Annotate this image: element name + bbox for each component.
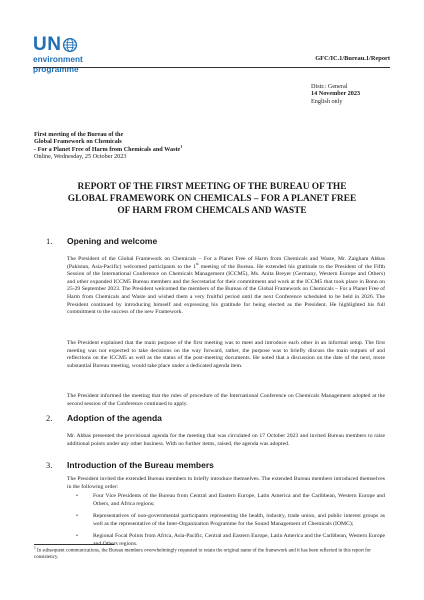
document-symbol: GFC/IC.1/Bureau.1/Report	[315, 55, 390, 62]
document-date: 14 November 2023	[311, 90, 361, 98]
list-item	[76, 533, 385, 548]
paragraph-3-1: The President invited the extended Bureau members to briefly introduce themselves. The extended Bureau members introduced themselves in the following order:	[67, 476, 385, 490]
list-item-text: Four Vice Presidents of the Bureau from Central and Eastern Europe, Latin America and the Caribbean, Western Europe and Others, and Africa regions;	[93, 493, 385, 507]
footnote-text: In subsequent communications, the Bureau members overwhelmingly requested to retain the original name of the framework and it has been reflected in this report for consistency.	[34, 548, 371, 561]
section-heading-1	[46, 236, 157, 246]
distribution-block	[311, 83, 360, 105]
logo-line-environment: environment	[33, 54, 83, 64]
list-item-text: Regional Focal Points from Africa, Asia-Pacific, Central and Eastern Europe, Latin America and the Caribbean, Western Europe and Others regions.	[93, 533, 385, 547]
bullet-icon: •	[76, 533, 78, 540]
list-item	[76, 493, 385, 508]
un-globe-icon	[62, 37, 78, 53]
footnote-divider	[34, 544, 114, 545]
section-number-2: 2.	[46, 413, 53, 423]
paragraph-1-1: The President of the Global Framework on Chemicals – For a Planet Free of Harm from Chemicals and Waste, Mr. Zaigham Abbas (Pakistan, Asia-Pacific) welcomed participants to the 1st meeting of the Bureau. He extended his gratitude to the President of the Fifth Session of the International Conference on Chemicals Management (ICCM5), Ms. Anita Breyer (Germany, Western Europe and Others) and other expanded ICCM5 Bureau members and the Secretariat for their commitment and work at the ICCM5 that took place in Bonn on 25-29 September 2023. The President welcomed the members of the Bureau of the Global Framework on Chemicals – For a Planet Free of Harm from Chemicals and Waste and wished them a very fruitful period until the next Conference scheduled to be held in 2026. The President continued by introducing himself and expressing his gratitude for being elected as the President. He highlighted his full commitment to the success of the new Framework.	[67, 256, 385, 316]
section-number-3: 3.	[46, 460, 53, 470]
header-divider	[33, 67, 390, 68]
distribution-type: Distr.: General	[311, 83, 348, 90]
section-heading-2	[46, 413, 162, 423]
meeting-line-1: First meeting of the Bureau of the	[34, 131, 124, 138]
bullet-icon: •	[76, 513, 78, 520]
section-heading-3	[46, 460, 214, 470]
title-line-1: REPORT OF THE FIRST MEETING OF THE BUREAU OF THE	[77, 182, 347, 192]
meeting-line-3-text: - For a Planet Free of Harm from Chemicals and Waste	[34, 145, 181, 153]
report-title	[60, 181, 364, 218]
meeting-date-line: Online, Wednesday, 25 October 2023	[34, 153, 127, 161]
list-item	[76, 513, 385, 528]
paragraph-1-2: The President explained that the main purpose of the first meeting was to meet and introduce each other in an informal setup. The first meeting was not expected to take decisions on the way forward, rather, the purpose was to briefly discuss the main outputs of and reflections on the ICCM5 as well as the status of the post-meeting documents. He noted that a discussion on the date of the next, more substantial Bureau meeting, would take place under a dedicated agenda item.	[67, 340, 385, 369]
logo-un-text: UN	[33, 34, 62, 55]
footnote	[34, 548, 374, 562]
footnote-reference: 1	[180, 143, 183, 149]
meeting-info	[34, 131, 194, 161]
section-title-3: Introduction of the Bureau members	[67, 460, 214, 470]
bureau-members-list	[76, 493, 385, 554]
bullet-icon: •	[76, 493, 78, 499]
logo-line-programme: programme	[33, 63, 79, 74]
section-title-1: Opening and welcome	[67, 236, 158, 246]
title-line-3: OF HARM FROM CHEMCALS AND WASTE	[117, 206, 307, 217]
paragraph-1-3: The President informed the meeting that the rules of procedure of the International Conference on Chemicals Management adopted at the second session of the Conference continued to apply.	[67, 393, 385, 407]
document-language: English only	[311, 97, 343, 105]
meeting-line-2: Global Framework on Chemicals	[34, 138, 122, 146]
meeting-line-3	[34, 143, 194, 153]
list-item-text: Representatives of non-governmental participants representing the health, industry, trade union, and public interest groups as well as the representative of the Inter-Organization Programme for the Sound Management of Chemicals (IOMC);	[93, 513, 385, 527]
title-line-2: GLOBAL FRAMEWORK ON CHEMICALS – FOR A PLANET FREE	[67, 194, 357, 205]
paragraph-2-1: Mr. Abbas presented the provisional agenda for the meeting that was circulated on 17 October 2023 and invited Bureau members to raise additional points under any other business. With no further items, raised, the agenda was adopted.	[67, 433, 385, 447]
section-number-1: 1.	[46, 236, 53, 246]
section-title-2: Adoption of the agenda	[67, 413, 162, 423]
footnote-mark: 1	[34, 546, 36, 550]
